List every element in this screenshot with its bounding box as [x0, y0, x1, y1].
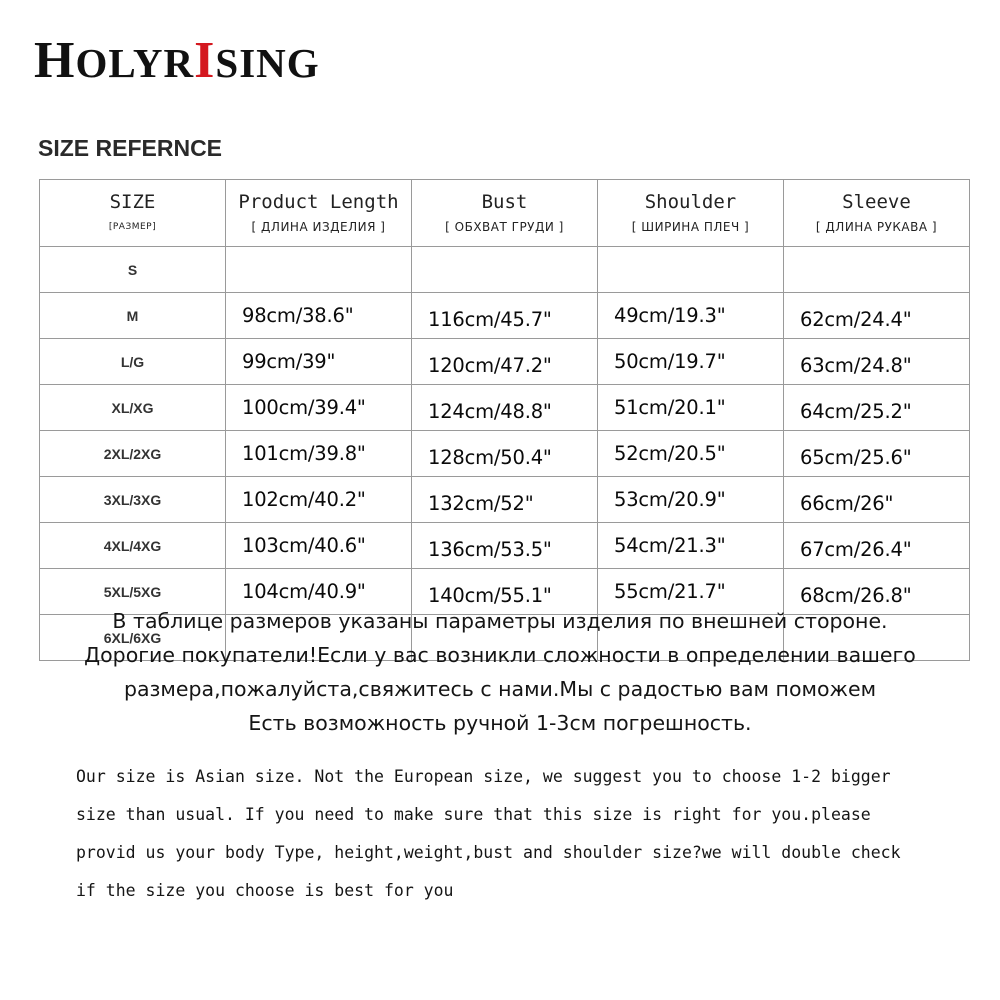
en-note-line: provid us your body Type, height,weight,bust and shoulder size?we will double check	[76, 843, 901, 862]
bust-cell: 124cm/48.8"	[412, 385, 598, 431]
shoulder-cell: 55cm/21.7"	[598, 569, 784, 615]
shoulder-cell: 49cm/19.3"	[598, 293, 784, 339]
bust-cell: 128cm/50.4"	[412, 431, 598, 477]
header-bust	[412, 180, 598, 247]
header-length-ru: [ ДЛИНА ИЗДЕЛИЯ ]	[251, 220, 386, 234]
header-shoulder	[598, 180, 784, 247]
bust-cell: 140cm/55.1"	[412, 569, 598, 615]
size-cell: L/G	[40, 339, 226, 385]
size-cell: 6XL/6XG	[40, 615, 226, 661]
length-cell: 98cm/38.6"	[226, 293, 412, 339]
table-header-row	[40, 180, 970, 247]
length-cell: 103cm/40.6"	[226, 523, 412, 569]
size-cell: 4XL/4XG	[40, 523, 226, 569]
length-cell: 99cm/39"	[226, 339, 412, 385]
table-row	[40, 431, 970, 477]
logo-letter-h: H	[34, 32, 76, 89]
sleeve-cell: 63cm/24.8"	[784, 339, 970, 385]
table-row	[40, 523, 970, 569]
ru-note-line: Дорогие покупатели!Если у вас возникли сложности в определении вашего	[84, 643, 916, 667]
header-bust-en: Bust	[481, 191, 528, 213]
bust-cell: 132cm/52"	[412, 477, 598, 523]
size-cell: 2XL/2XG	[40, 431, 226, 477]
length-cell: 100cm/39.4"	[226, 385, 412, 431]
size-table	[39, 179, 970, 661]
table-row	[40, 477, 970, 523]
shoulder-cell: 51cm/20.1"	[598, 385, 784, 431]
logo-letter-i: I	[194, 32, 216, 89]
length-cell: 104cm/40.9"	[226, 569, 412, 615]
header-shoulder-en: Shoulder	[644, 191, 737, 213]
bust-cell	[412, 247, 598, 293]
logo-part-2: SING	[215, 40, 320, 86]
header-sleeve	[784, 180, 970, 247]
header-bust-ru: [ ОБХВАТ ГРУДИ ]	[445, 220, 564, 234]
length-cell: 101cm/39.8"	[226, 431, 412, 477]
table-row	[40, 247, 970, 293]
header-shoulder-ru: [ ШИРИНА ПЛЕЧ ]	[631, 220, 750, 234]
russian-notes	[20, 604, 980, 740]
size-cell: 3XL/3XG	[40, 477, 226, 523]
ru-note-line: размера,пожалуйста,свяжитесь с нами.Мы с радостью вам поможем	[123, 677, 877, 701]
sleeve-cell: 64cm/25.2"	[784, 385, 970, 431]
ru-note-line: В таблице размеров указаны параметры изделия по внешней стороне.	[112, 609, 888, 633]
header-size-ru: [РАЗМЕР]	[108, 222, 157, 232]
size-cell: XL/XG	[40, 385, 226, 431]
bust-cell: 120cm/47.2"	[412, 339, 598, 385]
length-cell: 102cm/40.2"	[226, 477, 412, 523]
table-row	[40, 385, 970, 431]
shoulder-cell: 50cm/19.7"	[598, 339, 784, 385]
header-size	[40, 180, 226, 247]
en-note-line: size than usual. If you need to make sure that this size is right for you.please	[76, 805, 871, 824]
sleeve-cell	[784, 247, 970, 293]
size-cell: S	[40, 247, 226, 293]
section-title: SIZE REFERNCE	[38, 135, 223, 161]
en-note-line: Our size is Asian size. Not the European size, we suggest you to choose 1-2 bigger	[76, 767, 891, 786]
shoulder-cell: 53cm/20.9"	[598, 477, 784, 523]
header-size-en: SIZE	[109, 191, 156, 213]
length-cell	[226, 247, 412, 293]
sleeve-cell: 62cm/24.4"	[784, 293, 970, 339]
header-length	[226, 180, 412, 247]
sleeve-cell: 67cm/26.4"	[784, 523, 970, 569]
sleeve-cell: 66cm/26"	[784, 477, 970, 523]
shoulder-cell: 54cm/21.3"	[598, 523, 784, 569]
size-cell: M	[40, 293, 226, 339]
brand-logo	[34, 32, 320, 89]
sleeve-cell: 65cm/25.6"	[784, 431, 970, 477]
table-row	[40, 293, 970, 339]
english-notes	[76, 758, 981, 910]
ru-note-line: Есть возможность ручной 1-3см погрешность.	[248, 711, 752, 735]
bust-cell: 116cm/45.7"	[412, 293, 598, 339]
shoulder-cell	[598, 247, 784, 293]
table-row	[40, 339, 970, 385]
sleeve-cell: 68cm/26.8"	[784, 569, 970, 615]
logo-part-1: OLYR	[75, 40, 195, 86]
header-length-en: Product Length	[238, 191, 399, 213]
size-cell: 5XL/5XG	[40, 569, 226, 615]
shoulder-cell: 52cm/20.5"	[598, 431, 784, 477]
en-note-line: if the size you choose is best for you	[76, 881, 454, 900]
header-sleeve-en: Sleeve	[842, 191, 911, 213]
header-sleeve-ru: [ ДЛИНА РУКАВА ]	[815, 220, 938, 234]
bust-cell: 136cm/53.5"	[412, 523, 598, 569]
